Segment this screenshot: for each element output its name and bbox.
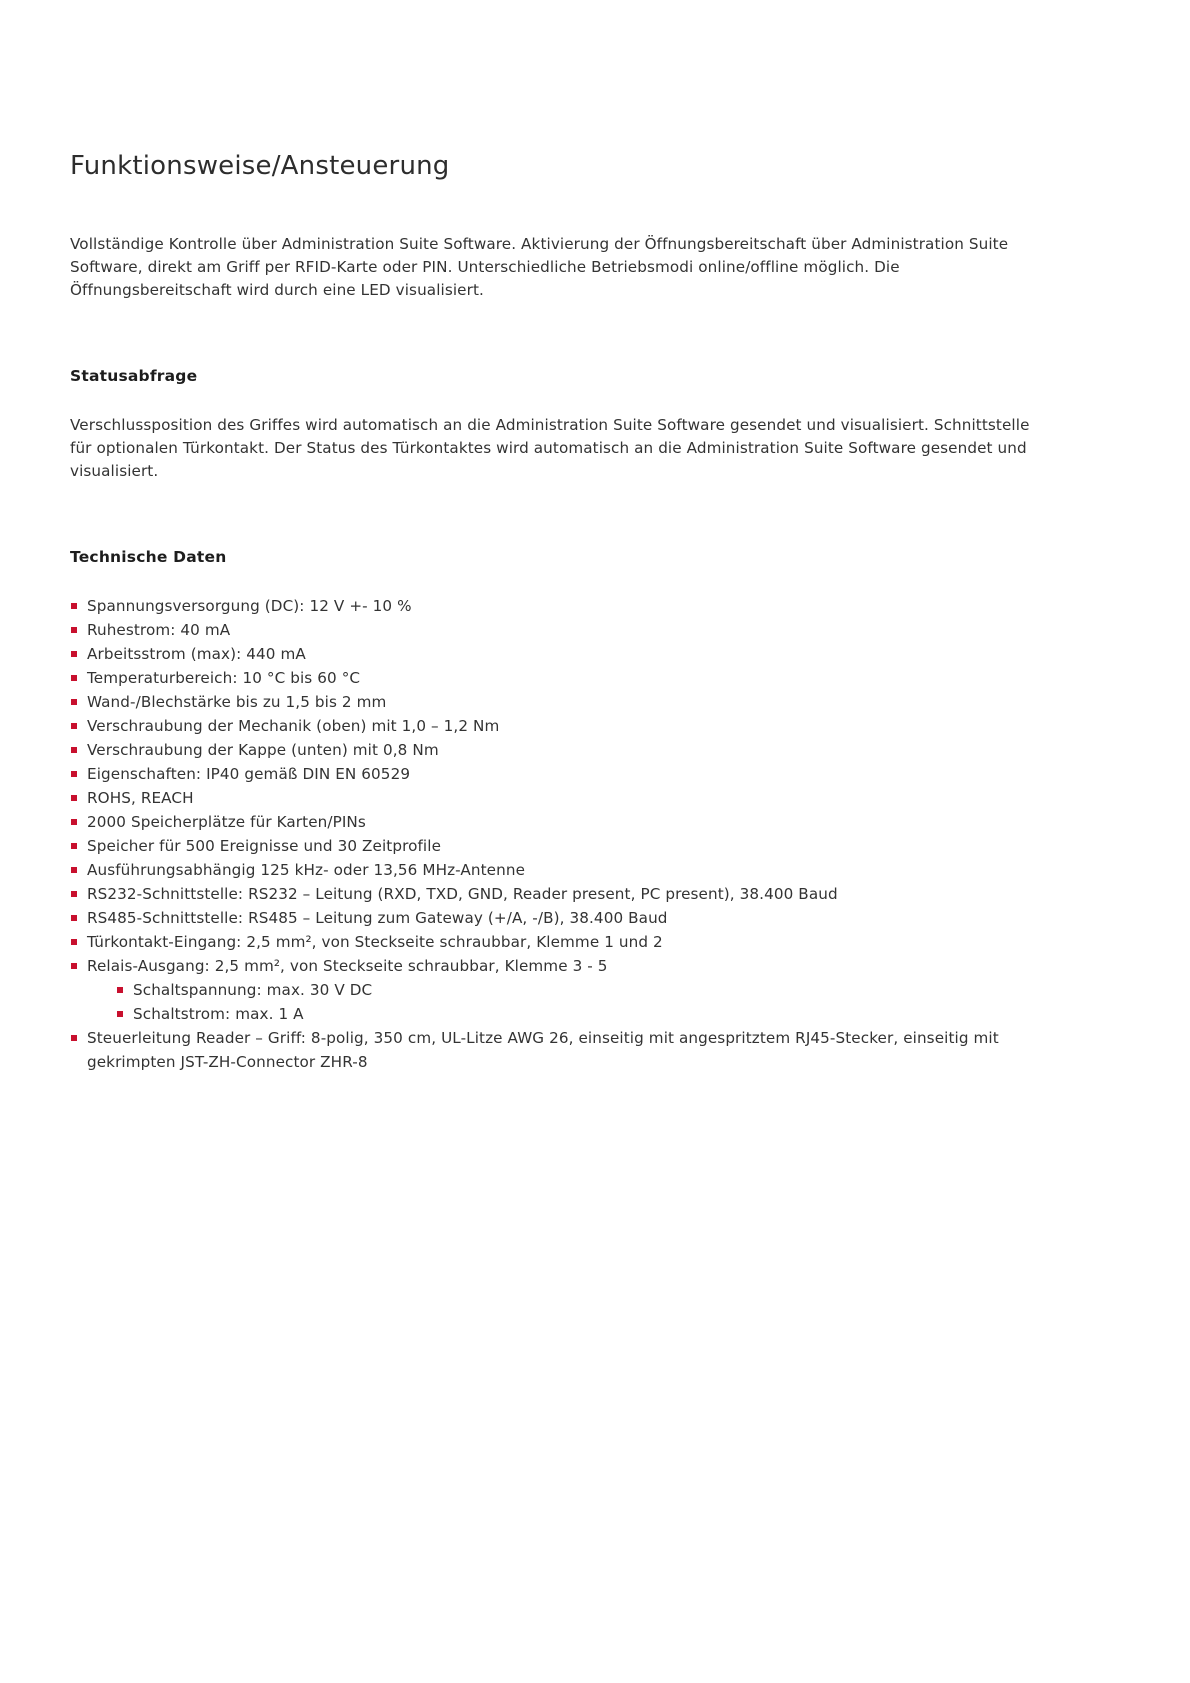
- section-heading-statusabfrage: Statusabfrage: [70, 366, 198, 385]
- list-item-label: Speicher für 500 Ereignisse und 30 Zeitprofile: [87, 836, 442, 855]
- list-item: [70, 834, 1055, 858]
- sub-list-item: [116, 978, 1055, 1002]
- sub-list-item: [116, 1002, 1055, 1026]
- bullet-square-icon: [71, 675, 77, 681]
- list-item-label: Ausführungsabhängig 125 kHz- oder 13,56 MHz-Antenne: [87, 860, 526, 879]
- list-item: [70, 906, 1055, 930]
- spacer: [70, 567, 1055, 594]
- list-item: [70, 690, 1055, 714]
- list-item-label: Spannungsversorgung (DC): 12 V +- 10 %: [87, 596, 412, 615]
- list-item: [70, 738, 1055, 762]
- list-item: [70, 642, 1055, 666]
- spacer: [70, 386, 1055, 414]
- list-item-label: Türkontakt-Eingang: 2,5 mm², von Steckseite schraubbar, Klemme 1 und 2: [87, 932, 663, 951]
- bullet-square-icon: [71, 627, 77, 633]
- statusabfrage-paragraph: Verschlussposition des Griffes wird automatisch an die Administration Suite Software gesendet und visualisiert. Schnittstelle für optionalen Türkontakt. Der Status des Türkontaktes wird automatisch an die Administration Suite Software gesendet und visualisiert.: [70, 415, 1030, 480]
- list-item: [70, 954, 1055, 978]
- list-item-label: Steuerleitung Reader – Griff: 8-polig, 350 cm, UL-Litze AWG 26, einseitig mit angespritztem RJ45-Stecker, einseitig mit gekrimpten JST-ZH-Connector ZHR-8: [87, 1028, 999, 1071]
- list-item: [70, 618, 1055, 642]
- list-item-label: Eigenschaften: IP40 gemäß DIN EN 60529: [87, 764, 411, 783]
- list-item-label: Wand-/Blechstärke bis zu 1,5 bis 2 mm: [87, 692, 387, 711]
- list-item-label: RS232-Schnittstelle: RS232 – Leitung (RXD, TXD, GND, Reader present, PC present), 38.400 Baud: [87, 884, 838, 903]
- sub-list-item-label: Schaltstrom: max. 1 A: [133, 1004, 304, 1023]
- bullet-square-icon: [71, 867, 77, 873]
- document-content: [70, 150, 1055, 1074]
- list-item-label: Verschraubung der Kappe (unten) mit 0,8 Nm: [87, 740, 439, 759]
- list-item: [70, 762, 1055, 786]
- list-item-label: Temperaturbereich: 10 °C bis 60 °C: [87, 668, 361, 687]
- bullet-square-icon: [71, 603, 77, 609]
- list-item: [70, 810, 1055, 834]
- spacer: [70, 183, 1055, 233]
- list-item: [70, 666, 1055, 690]
- bullet-square-icon: [71, 771, 77, 777]
- relay-sub-list: [70, 978, 1055, 1026]
- list-item-label: Arbeitsstrom (max): 440 mA: [87, 644, 306, 663]
- spacer: [70, 302, 1055, 366]
- sub-list-item-label: Schaltspannung: max. 30 V DC: [133, 980, 373, 999]
- bullet-square-icon: [71, 891, 77, 897]
- bullet-square-icon: [71, 747, 77, 753]
- bullet-square-icon: [71, 939, 77, 945]
- bullet-square-icon: [71, 819, 77, 825]
- list-item: [70, 594, 1055, 618]
- bullet-square-icon: [117, 987, 123, 993]
- bullet-square-icon: [117, 1011, 123, 1017]
- list-item: [70, 930, 1055, 954]
- bullet-square-icon: [71, 795, 77, 801]
- list-item-label: Verschraubung der Mechanik (oben) mit 1,0 – 1,2 Nm: [87, 716, 500, 735]
- list-item: [70, 858, 1055, 882]
- bullet-square-icon: [71, 651, 77, 657]
- spacer: [70, 483, 1055, 547]
- page-title: Funktionsweise/Ansteuerung: [70, 151, 450, 181]
- technical-specs-list-continued: [70, 1026, 1055, 1074]
- bullet-square-icon: [71, 699, 77, 705]
- bullet-square-icon: [71, 915, 77, 921]
- bullet-square-icon: [71, 963, 77, 969]
- list-item: [70, 1026, 1055, 1074]
- list-item: [70, 714, 1055, 738]
- list-item-label: ROHS, REACH: [87, 788, 194, 807]
- list-item-label: Ruhestrom: 40 mA: [87, 620, 231, 639]
- bullet-square-icon: [71, 723, 77, 729]
- technical-specs-list: [70, 594, 1055, 978]
- list-item-label: Relais-Ausgang: 2,5 mm², von Steckseite schraubbar, Klemme 3 - 5: [87, 956, 608, 975]
- section-heading-technische-daten: Technische Daten: [70, 547, 227, 566]
- intro-paragraph: Vollständige Kontrolle über Administration Suite Software. Aktivierung der Öffnungsbereitschaft über Administration Suite Software, direkt am Griff per RFID-Karte oder PIN. Unterschiedliche Betriebsmodi online/offline möglich. Die Öffnungsbereitschaft wird durch eine LED visualisiert.: [70, 234, 1009, 299]
- list-item: [70, 786, 1055, 810]
- bullet-square-icon: [71, 1035, 77, 1041]
- list-item-label: RS485-Schnittstelle: RS485 – Leitung zum Gateway (+/A, -/B), 38.400 Baud: [87, 908, 668, 927]
- list-item: [70, 882, 1055, 906]
- bullet-square-icon: [71, 843, 77, 849]
- list-item-label: 2000 Speicherplätze für Karten/PINs: [87, 812, 366, 831]
